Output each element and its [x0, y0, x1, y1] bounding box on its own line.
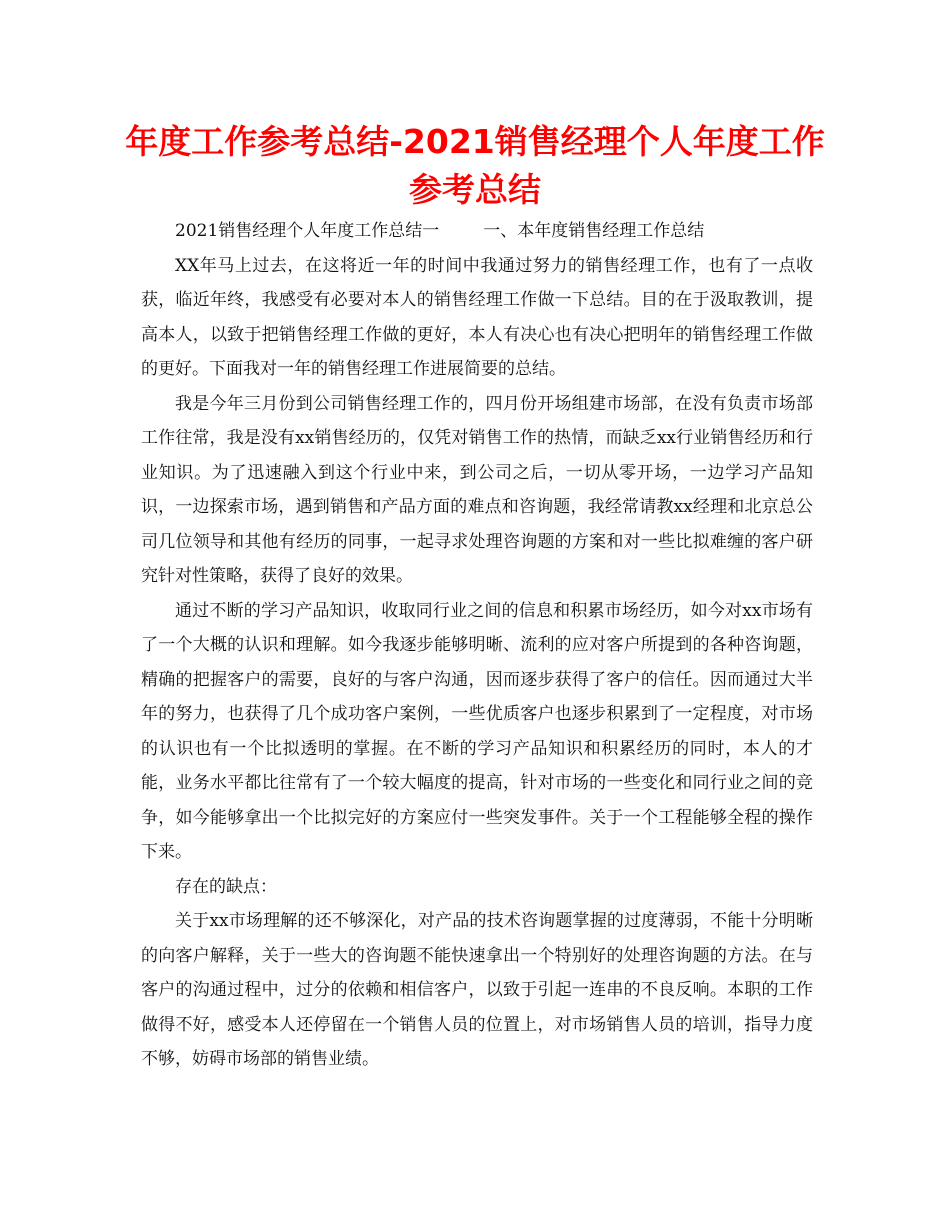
document-title: 年度工作参考总结-2021销售经理个人年度工作参考总结 [125, 122, 825, 209]
subheading-line [141, 214, 813, 249]
paragraph-4: 关于xx市场理解的还不够深化，对产品的技术咨询题掌握的过度薄弱，不能十分明晰的向客户解释，关于一些大的咨询题不能快速拿出一个特别好的处理咨询题的方法。在与客户的沟通过程中，过分的依赖和相信客户，以致于引起一连串的不良反响。本职的工作做得不好，感受本人还停留在一个销售人员的位置上，对市场销售人员的培训，指导力度不够，妨碍市场部的销售业绩。 [141, 911, 813, 1069]
document-body [141, 214, 813, 1077]
paragraph-2: 我是今年三月份到公司销售经理工作的，四月份开场组建市场部，在没有负责市场部工作往常，我是没有xx销售经历的，仅凭对销售工作的热情，而缺乏xx行业销售经历和行业知识。为了迅速融入到这个行业中来，到公司之后，一切从零开场，一边学习产品知识，一边探索市场，遇到销售和产品方面的难点和咨询题，我经常请教xx经理和北京总公司几位领导和其他有经历的同事，一起寻求处理咨询题的方案和对一些比拟难缠的客户研究针对性策略，获得了良好的效果。 [141, 393, 813, 586]
paragraph-1: XX年马上过去，在这将近一年的时间中我通过努力的销售经理工作，也有了一点收获，临近年终，我感受有必要对本人的销售经理工作做一下总结。目的在于汲取教训，提高本人，以致于把销售经理工作做的更好，本人有决心也有决心把明年的销售经理工作做的更好。下面我对一年的销售经理工作进展简要的总结。 [141, 255, 813, 379]
subheading-right: 一、本年度销售经理工作总结 [483, 221, 705, 241]
section-heading-shortcomings: 存在的缺点： [175, 876, 277, 897]
paragraph-3: 通过不断的学习产品知识，收取同行业之间的信息和积累市场经历，如今对xx市场有了一个大概的认识和理解。如今我逐步能够明晰、流利的应对客户所提到的各种咨询题，精确的把握客户的需要，良好的与客户沟通，因而逐步获得了客户的信任。因而通过大半年的努力，也获得了几个成功客户案例，一些优质客户也逐步积累到了一定程度，对市场的认识也有一个比拟透明的掌握。在不断的学习产品知识和积累经历的同时，本人的才能，业务水平都比往常有了一个较大幅度的提高，针对市场的一些变化和同行业之间的竞争，如今能够拿出一个比拟完好的方案应付一些突发事件。关于一个工程能够全程的操作下来。 [141, 600, 813, 862]
subheading-left: 2021销售经理个人年度工作总结一 [175, 221, 440, 241]
